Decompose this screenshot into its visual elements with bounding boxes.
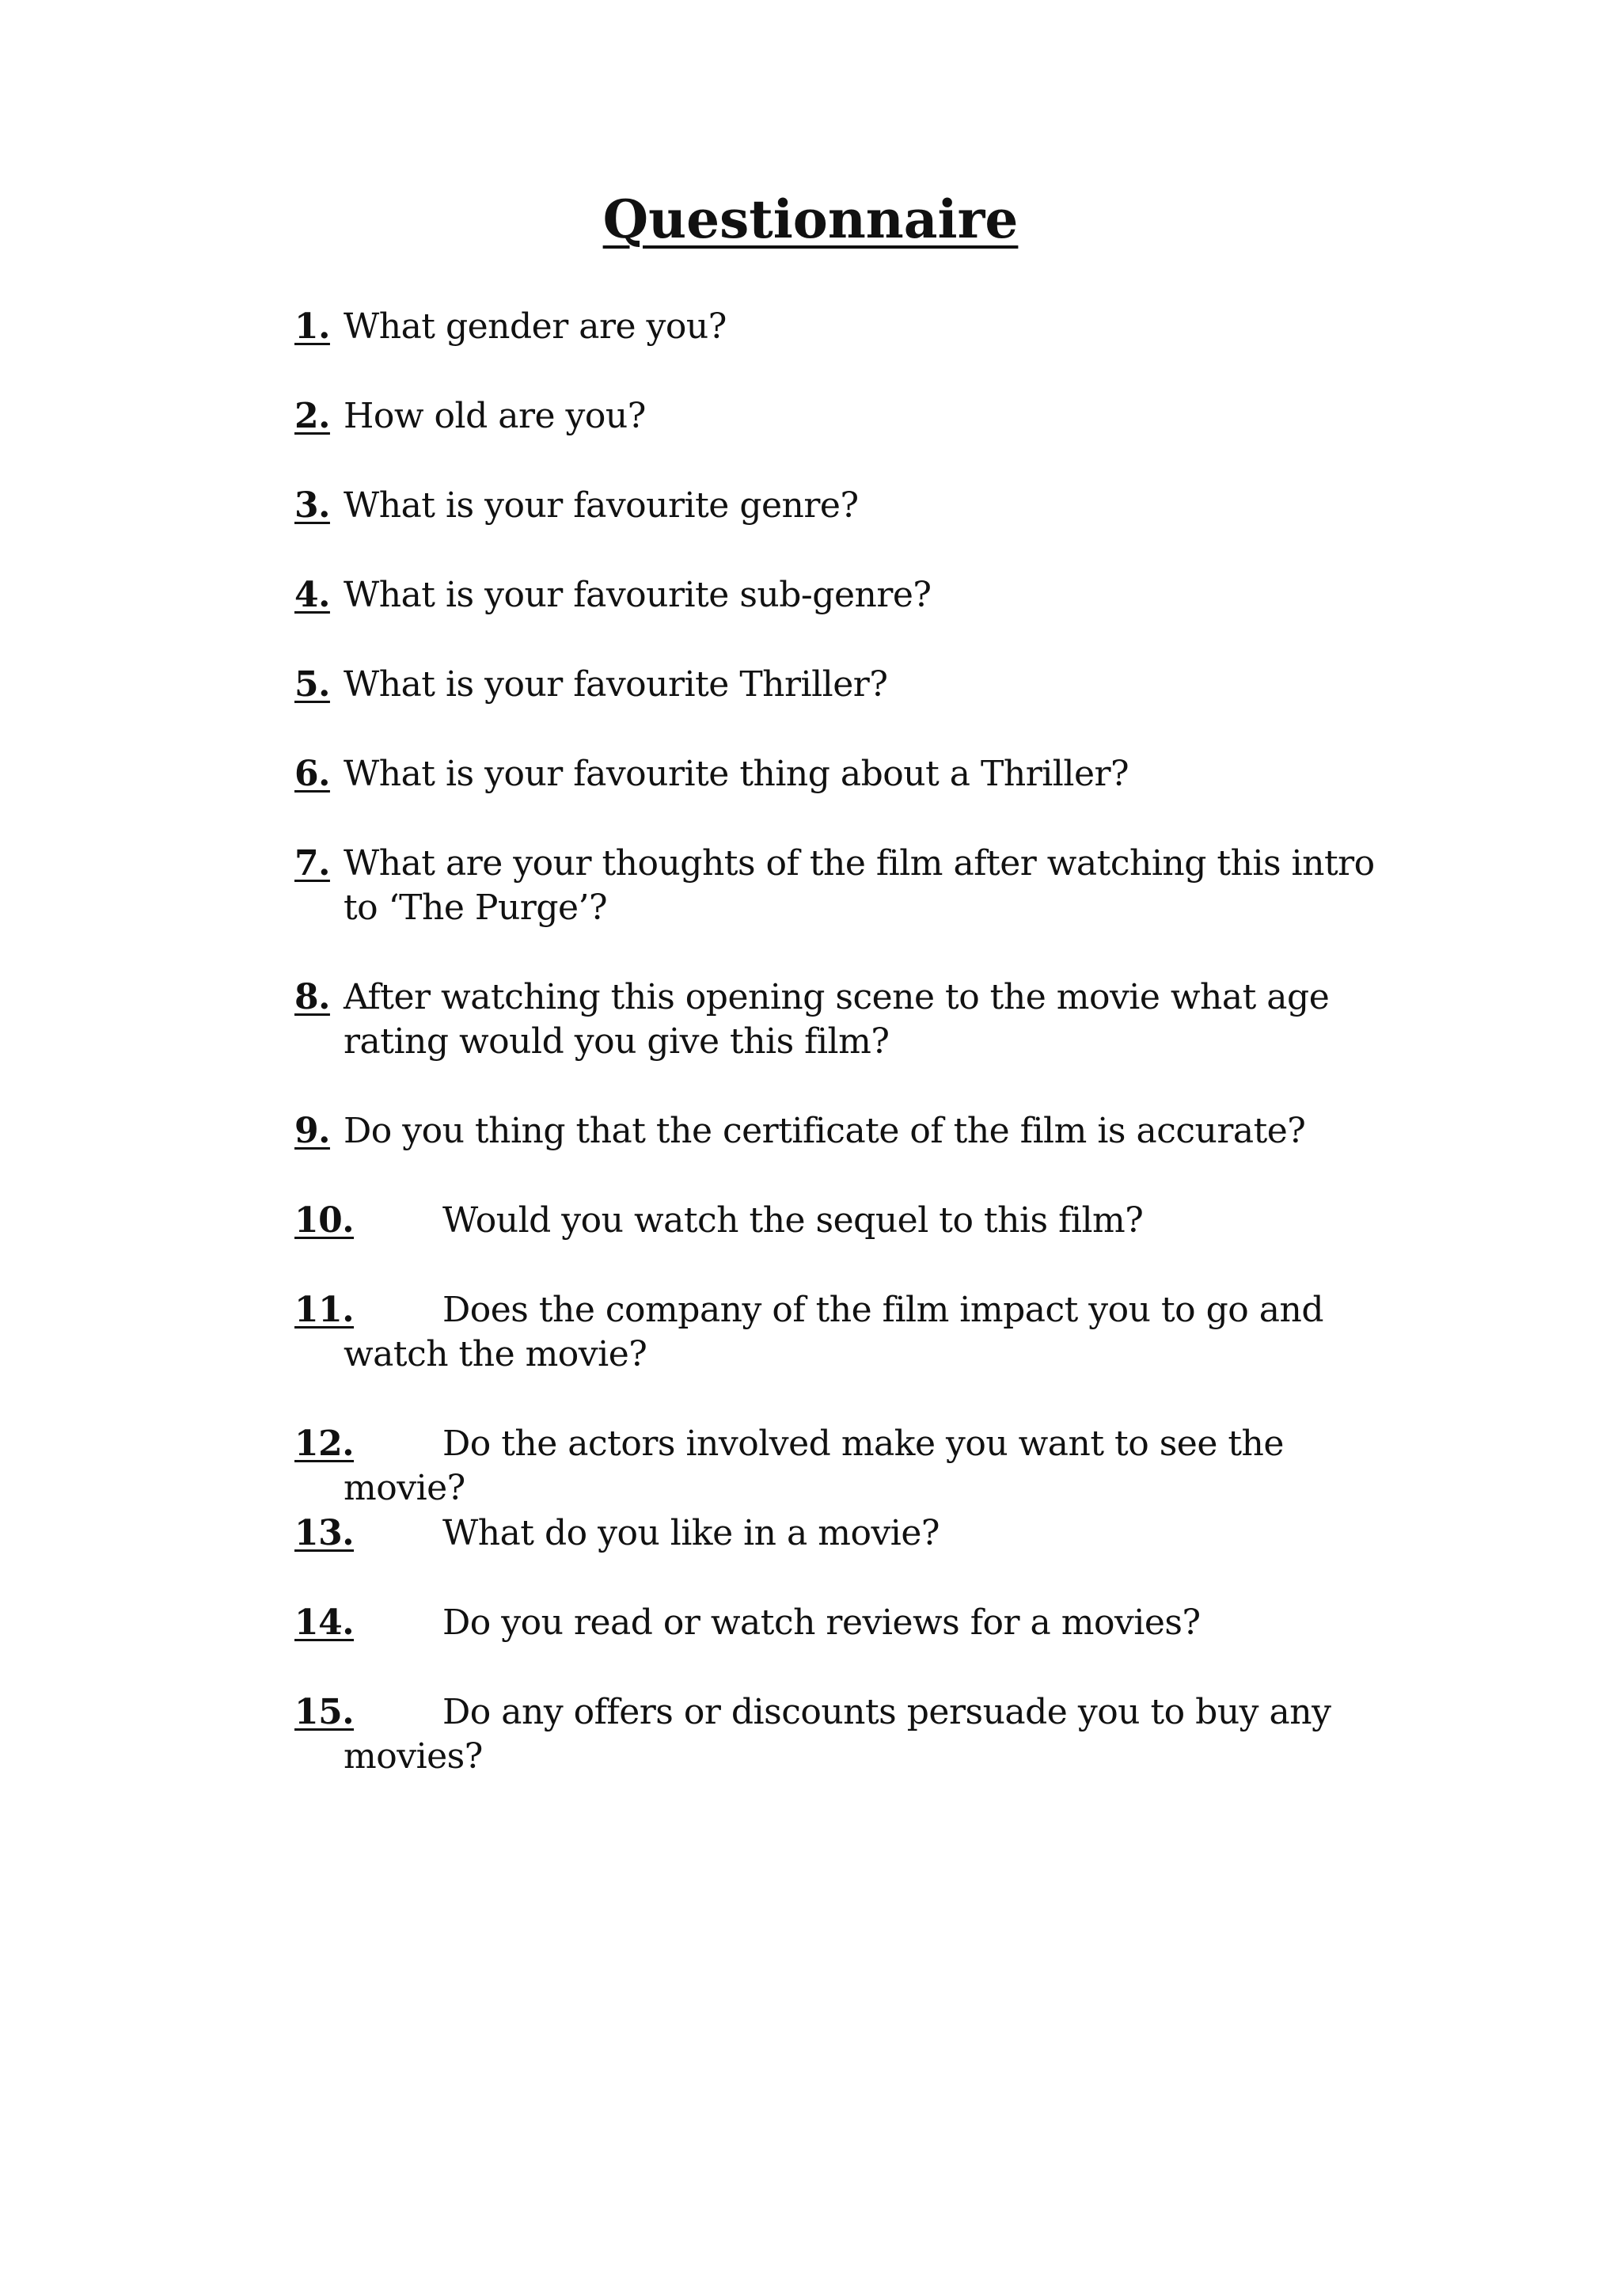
question-item — [294, 975, 1387, 1064]
question-item — [294, 1601, 1387, 1645]
question-text: After watching this opening scene to the movie what age rating would you give this film? — [344, 977, 1330, 1062]
question-number: 1. — [294, 306, 330, 347]
question-text: Do you read or watch reviews for a movies? — [442, 1602, 1201, 1643]
question-item — [294, 1288, 1387, 1377]
question-text: What is your favourite genre? — [344, 485, 859, 526]
question-text: What is your favourite thing about a Thriller? — [344, 754, 1129, 794]
question-number: 6. — [294, 754, 330, 794]
question-item — [294, 394, 1387, 439]
question-number: 14. — [294, 1602, 355, 1643]
question-number: 8. — [294, 977, 330, 1017]
question-number: 7. — [294, 843, 330, 884]
question-number: 3. — [294, 485, 330, 526]
question-text: Does the company of the film impact you to go and watch the movie? — [344, 1290, 1324, 1374]
question-text: What gender are you? — [344, 306, 727, 347]
question-number: 12. — [294, 1424, 355, 1464]
question-number: 5. — [294, 664, 330, 705]
question-number: 4. — [294, 575, 330, 615]
question-text: What are your thoughts of the film after watching this intro to ‘The Purge’? — [344, 843, 1375, 928]
question-text: What is your favourite sub-genre? — [344, 575, 932, 615]
question-item — [294, 752, 1387, 796]
question-text: Do you thing that the certificate of the film is accurate? — [344, 1111, 1306, 1151]
question-item — [294, 663, 1387, 707]
question-item — [294, 573, 1387, 618]
question-number: 11. — [294, 1290, 355, 1330]
question-text: What do you like in a movie? — [442, 1513, 940, 1553]
question-text: How old are you? — [344, 396, 646, 436]
question-number: 10. — [294, 1200, 355, 1241]
page-title: Questionnaire — [602, 188, 1019, 250]
question-item — [294, 1690, 1387, 1779]
question-item — [294, 842, 1387, 930]
question-item — [294, 305, 1387, 349]
question-item — [294, 1511, 1387, 1556]
question-item — [294, 484, 1387, 528]
question-number: 15. — [294, 1692, 355, 1732]
question-number: 9. — [294, 1111, 330, 1151]
question-item — [294, 1109, 1387, 1154]
question-number: 2. — [294, 396, 330, 436]
question-text: Would you watch the sequel to this film? — [442, 1200, 1144, 1241]
question-item — [294, 1422, 1387, 1511]
question-number: 13. — [294, 1513, 355, 1553]
question-item — [294, 1199, 1387, 1243]
question-text: What is your favourite Thriller? — [344, 664, 888, 705]
question-text: Do the actors involved make you want to see the movie? — [344, 1424, 1284, 1508]
question-text: Do any offers or discounts persuade you to buy any movies? — [344, 1692, 1331, 1777]
